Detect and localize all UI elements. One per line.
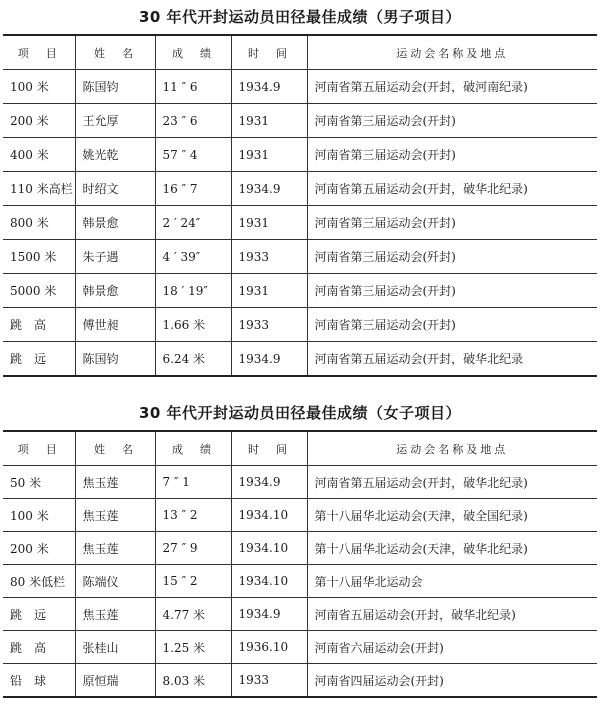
event-cell: 100 米 <box>3 70 75 104</box>
date-cell: 1936.10 <box>231 631 307 664</box>
result-cell: 57 ″ 4 <box>155 138 231 172</box>
meet-cell: 河南省第三届运动会(开封) <box>307 274 597 308</box>
result-cell: 13 ″ 2 <box>155 499 231 532</box>
date-cell: 1933 <box>231 664 307 698</box>
table-row <box>3 565 597 598</box>
meet-cell: 河南省第五届运动会(开封，破华北纪录) <box>307 466 597 499</box>
header-date: 时 间 <box>231 35 307 70</box>
event-cell: 5000 米 <box>3 274 75 308</box>
athlete-cell: 时绍文 <box>75 172 155 206</box>
header-event: 项 目 <box>3 431 75 466</box>
table-row <box>3 138 597 172</box>
date-cell: 1931 <box>231 274 307 308</box>
athlete-cell: 焦玉莲 <box>75 466 155 499</box>
table-row <box>3 70 597 104</box>
event-cell: 200 米 <box>3 532 75 565</box>
meet-cell: 河南省第三届运动会(开封) <box>307 206 597 240</box>
table-row <box>3 104 597 138</box>
event-cell: 跳 远 <box>3 598 75 631</box>
table-row <box>3 240 597 274</box>
header-meet: 运动会名称及地点 <box>307 35 597 70</box>
result-cell: 8.03 米 <box>155 664 231 698</box>
event-cell: 80 米低栏 <box>3 565 75 598</box>
result-cell: 7 ″ 1 <box>155 466 231 499</box>
table-row <box>3 631 597 664</box>
date-cell: 1931 <box>231 206 307 240</box>
event-cell: 400 米 <box>3 138 75 172</box>
athlete-cell: 焦玉莲 <box>75 532 155 565</box>
meet-cell: 河南省五届运动会(开封，破华北纪录) <box>307 598 597 631</box>
event-cell: 铅 球 <box>3 664 75 698</box>
meet-cell: 第十八届华北运动会 <box>307 565 597 598</box>
event-cell: 跳 高 <box>3 631 75 664</box>
result-cell: 11 ″ 6 <box>155 70 231 104</box>
athlete-cell: 朱子遇 <box>75 240 155 274</box>
men-header-row <box>3 35 597 70</box>
women-table-title: 30 年代开封运动员田径最佳成绩（女子项目） <box>138 404 462 422</box>
athlete-cell: 陈端仪 <box>75 565 155 598</box>
header-result: 成 绩 <box>155 35 231 70</box>
event-cell: 200 米 <box>3 104 75 138</box>
table-row <box>3 532 597 565</box>
date-cell: 1934.9 <box>231 598 307 631</box>
meet-cell: 河南省第三届运动会(开封) <box>307 138 597 172</box>
header-name: 姓 名 <box>75 35 155 70</box>
header-name: 姓 名 <box>75 431 155 466</box>
result-cell: 16 ″ 7 <box>155 172 231 206</box>
athlete-cell: 傅世昶 <box>75 308 155 342</box>
athlete-cell: 韩景愈 <box>75 274 155 308</box>
date-cell: 1934.10 <box>231 565 307 598</box>
table-row <box>3 274 597 308</box>
meet-cell: 河南省六届运动会(开封) <box>307 631 597 664</box>
event-cell: 跳 高 <box>3 308 75 342</box>
date-cell: 1934.10 <box>231 532 307 565</box>
women-records-table <box>3 430 597 698</box>
meet-cell: 河南省第五届运动会(开封，破河南纪录) <box>307 70 597 104</box>
men-records-table <box>3 34 597 377</box>
athlete-cell: 韩景愈 <box>75 206 155 240</box>
athlete-cell: 焦玉莲 <box>75 499 155 532</box>
result-cell: 27 ″ 9 <box>155 532 231 565</box>
table-row <box>3 664 597 698</box>
athlete-cell: 原恒瑞 <box>75 664 155 698</box>
table-row <box>3 342 597 377</box>
athlete-cell: 王允厚 <box>75 104 155 138</box>
header-result: 成 绩 <box>155 431 231 466</box>
athlete-cell: 陈国钧 <box>75 70 155 104</box>
table-row <box>3 466 597 499</box>
header-event: 项 目 <box>3 35 75 70</box>
athlete-cell: 姚光乾 <box>75 138 155 172</box>
meet-cell: 河南省四届运动会(开封) <box>307 664 597 698</box>
women-records-section <box>0 396 600 698</box>
header-meet: 运动会名称及地点 <box>307 431 597 466</box>
date-cell: 1933 <box>231 308 307 342</box>
event-cell: 100 米 <box>3 499 75 532</box>
date-cell: 1933 <box>231 240 307 274</box>
women-table-body <box>3 466 597 698</box>
event-cell: 800 米 <box>3 206 75 240</box>
date-cell: 1931 <box>231 104 307 138</box>
meet-cell: 河南省第三届运动会(开封) <box>307 308 597 342</box>
meet-cell: 河南省第五届运动会(开封，破华北纪录 <box>307 342 597 377</box>
result-cell: 6.24 米 <box>155 342 231 377</box>
meet-cell: 河南省第三届运动会(开封) <box>307 104 597 138</box>
result-cell: 1.25 米 <box>155 631 231 664</box>
date-cell: 1931 <box>231 138 307 172</box>
table-row <box>3 172 597 206</box>
table-row <box>3 308 597 342</box>
table-row <box>3 598 597 631</box>
event-cell: 50 米 <box>3 466 75 499</box>
result-cell: 4.77 米 <box>155 598 231 631</box>
women-header-row <box>3 431 597 466</box>
result-cell: 15 ″ 2 <box>155 565 231 598</box>
date-cell: 1934.9 <box>231 342 307 377</box>
result-cell: 2 ′ 24″ <box>155 206 231 240</box>
table-row <box>3 499 597 532</box>
date-cell: 1934.10 <box>231 499 307 532</box>
meet-cell: 第十八届华北运动会(天津，破全国纪录) <box>307 499 597 532</box>
date-cell: 1934.9 <box>231 466 307 499</box>
men-table-body <box>3 70 597 377</box>
men-table-title: 30 年代开封运动员田径最佳成绩（男子项目） <box>138 8 462 26</box>
date-cell: 1934.9 <box>231 172 307 206</box>
meet-cell: 第十八届华北运动会(天津，破华北纪录) <box>307 532 597 565</box>
event-cell: 110 米高栏 <box>3 172 75 206</box>
athlete-cell: 焦玉莲 <box>75 598 155 631</box>
athlete-cell: 陈国钧 <box>75 342 155 377</box>
header-date: 时 间 <box>231 431 307 466</box>
athlete-cell: 张桂山 <box>75 631 155 664</box>
result-cell: 23 ″ 6 <box>155 104 231 138</box>
meet-cell: 河南省第五届运动会(开封，破华北纪录) <box>307 172 597 206</box>
date-cell: 1934.9 <box>231 70 307 104</box>
event-cell: 1500 米 <box>3 240 75 274</box>
result-cell: 1.66 米 <box>155 308 231 342</box>
result-cell: 4 ′ 39″ <box>155 240 231 274</box>
result-cell: 18 ′ 19″ <box>155 274 231 308</box>
meet-cell: 河南省第三届运动会(歼封) <box>307 240 597 274</box>
event-cell: 跳 远 <box>3 342 75 377</box>
table-row <box>3 206 597 240</box>
